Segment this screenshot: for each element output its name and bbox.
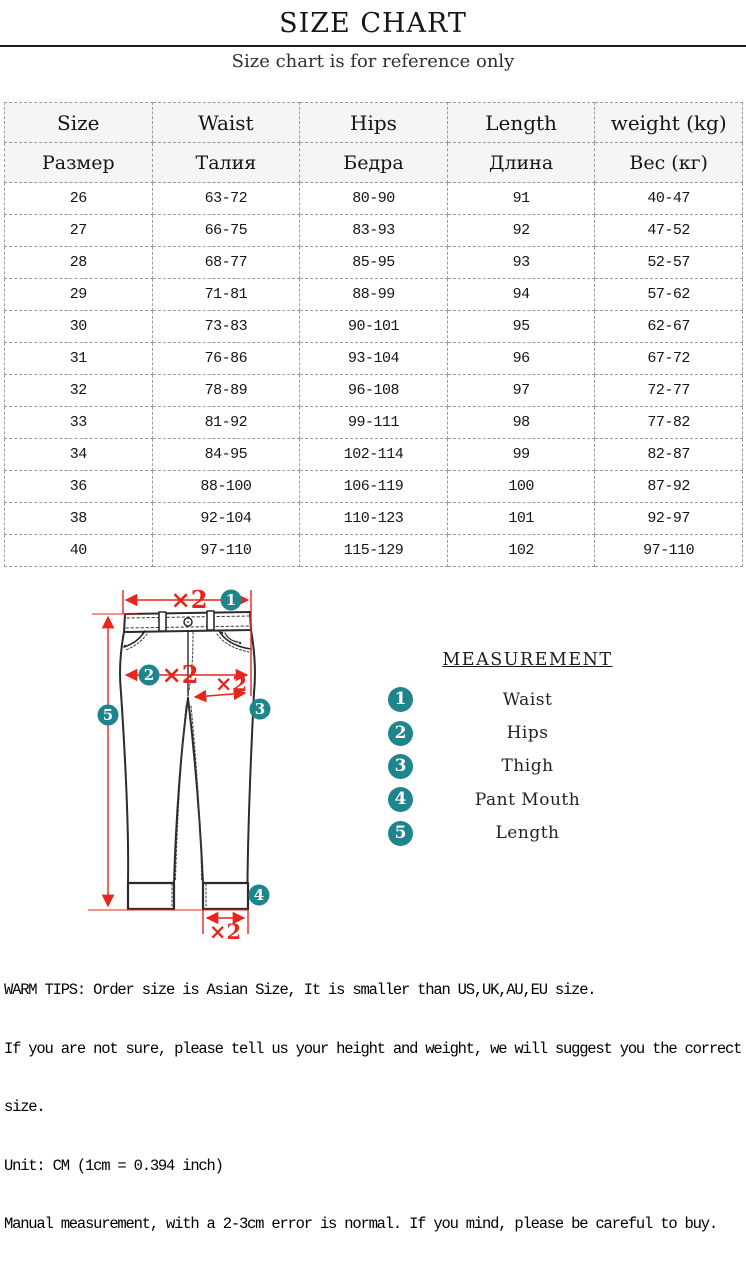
size-table-cell: 95: [447, 311, 595, 343]
size-table-head: [5, 103, 743, 183]
size-table-cell: 84-95: [152, 439, 300, 471]
hips-x2-label: ×2: [161, 660, 199, 689]
legend-number-badge: 1: [388, 687, 413, 712]
measurement-legend-rows: [380, 683, 680, 850]
size-table-cell: 47-52: [595, 215, 743, 247]
size-table-header-row-ru: [5, 143, 743, 183]
marker-2-badge: [139, 665, 160, 686]
thigh-x2-label: ×2: [214, 671, 248, 696]
marker-5-badge: [98, 705, 119, 726]
size-table-row: [5, 183, 743, 215]
size-table-cell: 26: [5, 183, 153, 215]
size-table-cell: 94: [447, 279, 595, 311]
size-table-row: [5, 535, 743, 567]
svg-text:5: 5: [102, 706, 114, 724]
size-table-cell: 92-104: [152, 503, 300, 535]
warm-tips-line: WARM TIPS: Order size is Asian Size, It is smaller than US,UK,AU,EU size.: [4, 981, 596, 999]
size-table-cell: 99-111: [300, 407, 448, 439]
size-table-cell: 97-110: [152, 535, 300, 567]
measurement-legend: [380, 650, 680, 850]
legend-item-waist: [380, 683, 680, 716]
marker-3-badge: [250, 699, 271, 720]
size-table-cell: 92-97: [595, 503, 743, 535]
size-table-cell: 88-100: [152, 471, 300, 503]
size-table-row: [5, 279, 743, 311]
size-table: [4, 102, 743, 567]
size-table-cell: 32: [5, 375, 153, 407]
jeans-outline-icon: [120, 611, 255, 909]
legend-item-label: Waist: [502, 689, 553, 710]
size-table-cell: 67-72: [595, 343, 743, 375]
size-table-cell: 88-99: [300, 279, 448, 311]
size-table-cell: 106-119: [300, 471, 448, 503]
legend-item-hips: [380, 716, 680, 749]
size-table-row: [5, 471, 743, 503]
size-table-row: [5, 439, 743, 471]
legend-number-badge: 3: [388, 754, 413, 779]
size-table-cell: 34: [5, 439, 153, 471]
legend-item-pant-mouth: [380, 783, 680, 816]
size-table-cell: 72-77: [595, 375, 743, 407]
page-title: SIZE CHART: [279, 8, 467, 39]
legend-item-label: Hips: [506, 723, 549, 744]
size-table-cell: 73-83: [152, 311, 300, 343]
size-table-row: [5, 311, 743, 343]
size-table-cell: 96: [447, 343, 595, 375]
legend-item-label: Length: [495, 823, 560, 844]
size-table-cell: 78-89: [152, 375, 300, 407]
size-table-cell: 71-81: [152, 279, 300, 311]
size-table-cell: 102: [447, 535, 595, 567]
size-table-cell: 28: [5, 247, 153, 279]
size-table-row: [5, 375, 743, 407]
size-table-cell: 115-129: [300, 535, 448, 567]
size-table-cell: 97: [447, 375, 595, 407]
size-table-cell: 85-95: [300, 247, 448, 279]
size-table-cell: 87-92: [595, 471, 743, 503]
size-table-body: [5, 183, 743, 567]
size-table-cell: 93: [447, 247, 595, 279]
size-table-cell: 83-93: [300, 215, 448, 247]
size-table-cell: 36: [5, 471, 153, 503]
warm-tips: [4, 942, 746, 1274]
size-table-header-cell: weight (kg): [595, 103, 743, 143]
size-table-cell: 38: [5, 503, 153, 535]
size-table-header-cell: Бедра: [300, 143, 448, 183]
size-table-header-cell: Waist: [152, 103, 300, 143]
size-table-cell: 101: [447, 503, 595, 535]
size-table-cell: 63-72: [152, 183, 300, 215]
waist-x2-label: ×2: [170, 585, 208, 614]
size-table-cell: 99: [447, 439, 595, 471]
size-table-cell: 27: [5, 215, 153, 247]
warm-tips-line: Unit: CM (1cm = 0.394 inch): [4, 1156, 223, 1175]
page-subtitle: Size chart is for reference only: [231, 51, 515, 72]
size-table-cell: 76-86: [152, 343, 300, 375]
svg-text:3: 3: [254, 700, 266, 718]
size-table-cell: 93-104: [300, 343, 448, 375]
size-table-cell: 96-108: [300, 375, 448, 407]
warm-tips-line: Manual measurement, with a 2-3cm error is normal. If you mind, please be careful to buy.: [4, 1215, 717, 1233]
measurement-legend-title: MEASUREMENT: [442, 650, 613, 670]
size-table-cell: 100: [447, 471, 595, 503]
mouth-x2-label: ×2: [208, 919, 242, 944]
legend-item-label: Thigh: [501, 756, 554, 777]
size-table-row: [5, 343, 743, 375]
size-table-cell: 80-90: [300, 183, 448, 215]
size-table-cell: 82-87: [595, 439, 743, 471]
size-table-cell: 29: [5, 279, 153, 311]
size-table-cell: 52-57: [595, 247, 743, 279]
size-table-header-row-en: [5, 103, 743, 143]
size-table-cell: 62-67: [595, 311, 743, 343]
warm-tips-line: If you are not sure, please tell us your height and weight, we will suggest you the correct: [4, 1039, 742, 1058]
size-table-cell: 90-101: [300, 311, 448, 343]
size-table-cell: 97-110: [595, 535, 743, 567]
size-table-header-cell: Вес (кг): [595, 143, 743, 183]
size-table-cell: 68-77: [152, 247, 300, 279]
size-table-header-cell: Талия: [152, 143, 300, 183]
marker-4-badge: [249, 885, 270, 906]
size-table-cell: 81-92: [152, 407, 300, 439]
size-table-header-cell: Длина: [447, 143, 595, 183]
legend-item-label: Pant Mouth: [474, 789, 581, 810]
svg-text:4: 4: [253, 886, 265, 904]
size-table-cell: 66-75: [152, 215, 300, 247]
size-table-row: [5, 503, 743, 535]
size-table-row: [5, 407, 743, 439]
size-table-row: [5, 215, 743, 247]
size-table-cell: 31: [5, 343, 153, 375]
svg-text:1: 1: [225, 591, 237, 609]
legend-item-length: [380, 817, 680, 850]
legend-item-thigh: [380, 750, 680, 783]
size-table-row: [5, 247, 743, 279]
size-table-cell: 77-82: [595, 407, 743, 439]
size-table-cell: 92: [447, 215, 595, 247]
size-table-cell: 91: [447, 183, 595, 215]
size-table-cell: 57-62: [595, 279, 743, 311]
legend-number-badge: 2: [388, 721, 413, 746]
marker-1-badge: [221, 590, 242, 611]
size-table-header-cell: Hips: [300, 103, 448, 143]
legend-number-badge: 5: [388, 821, 413, 846]
warm-tips-line: size.: [4, 1098, 45, 1116]
legend-number-badge: 4: [388, 787, 413, 812]
size-table-cell: 30: [5, 311, 153, 343]
size-table-cell: 110-123: [300, 503, 448, 535]
size-table-header-cell: Size: [5, 103, 153, 143]
size-table-cell: 102-114: [300, 439, 448, 471]
title-divider: [0, 45, 746, 47]
size-table-cell: 40-47: [595, 183, 743, 215]
size-table-header-cell: Length: [447, 103, 595, 143]
svg-text:2: 2: [143, 666, 155, 684]
size-table-cell: 40: [5, 535, 153, 567]
size-table-cell: 98: [447, 407, 595, 439]
size-table-cell: 33: [5, 407, 153, 439]
size-table-header-cell: Размер: [5, 143, 153, 183]
